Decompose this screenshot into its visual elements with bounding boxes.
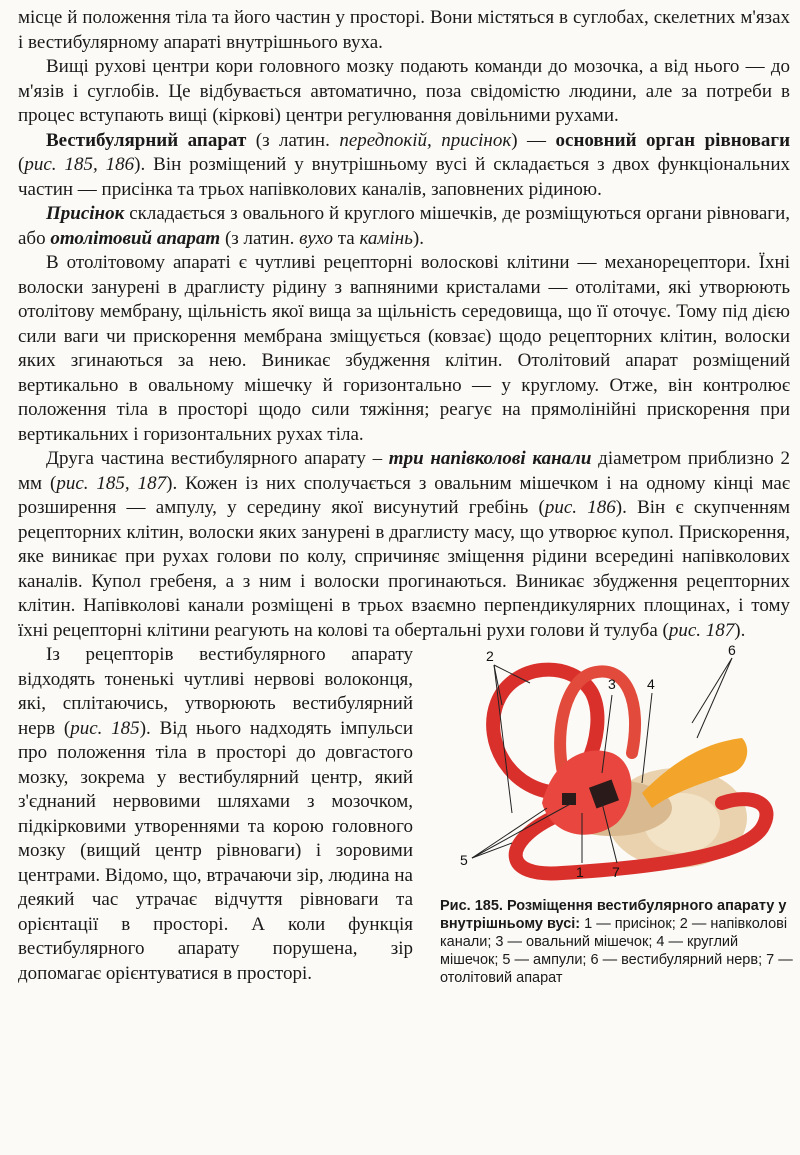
label-2: 2 xyxy=(486,648,494,664)
caption-title: Рис. 185. Розміщення вестибулярного апарату у внутрішньому вусі: xyxy=(440,898,787,932)
label-7: 7 xyxy=(612,864,620,880)
term-vestibular-apparatus: Вестибулярний апарат xyxy=(46,129,247,151)
paragraph-otolith: В отолітовому апараті є чутливі рецепторні волоскові клітини — механорецептори. Їхні волоски занурені в драглисту рідину з вапняними кристалами — отолітами, які утворюють отолітову мембрану, щільність якої вища за щільність середовища, що її оточує. Тому під дією сили ваги чи прискорення мембрана зміщується (ковзає) щодо рецепторних клітин, волоски яких згинаються за нею. Виникає збудження клітин. Отолітовий апарат розміщений вертикально в овальному мішечку й горизонтально — у круглому. Отже, він контролює положення тіла в просторі щодо сили тяжіння; реагує на прямолінійні прискорення при вертикальних і горизонтальних рухах тіла. xyxy=(18,252,790,445)
label-5: 5 xyxy=(460,852,468,868)
inner-ear-illustration xyxy=(442,643,782,883)
paragraph-vestibular-nerve: Із рецепторів вестибулярного апарату відходять тоненькі чутливі нервові волоконця, які, сплітаючись, утворюють вестибулярний нерв (рис. 185). Від нього надходять імпульси про положення тіла в просторі до довгастого мозку, зокрема у вестибулярний центр, який з'єднаний нервовими шляхами з мозочком, підкірковими утвореннями та корою головного мозку (вищий центр рівноваги) і зоровими центрами. Відомо, що, втрачаючи зір, людина на деякий час утрачає відчуття рівноваги та орієнтації в просторі. А коли функція вестибулярного апарату порушена, зір допомагає орієнтуватися в просторі. xyxy=(18,644,413,984)
caption-body: 1 — присінок; 2 — напівколові канали; 3 — овальний мішечок; 4 — круглий мішечок; 5 — ампули; 6 — вестибулярний нерв; 7 — отолітовий апарат xyxy=(440,916,793,986)
figure-185 xyxy=(438,643,800,987)
paragraph-semicircular-canals: Друга частина вестибулярного апарату – три напівколові канали діаметром приблизно 2 мм (рис. 185, 187). Кожен із них сполучається з овальним мішечком і на одному кінці має розширення — ампулу, у середину якої висунутий гребінь (рис. 186). Він є скупченням рецепторних клітин, волоски яких занурені в драглисту масу, що утворює купол. Прискорення, яке виникає при рухах голови по колу, спричиняє зміщення рідини всередині напівколових каналів. Купол гребеня, а з ним і волоски прогинаються. Виникає збудження рецепторних клітин. Напівколові канали розміщені в трьох взаємно перпендикулярних площинах, і тому їхні рецепторні клітини реагують на колові та обертальні рухи голови й тулуба (рис. 187). xyxy=(18,448,791,641)
term-otolith-apparatus: отолітовий апарат xyxy=(50,227,221,249)
label-4: 4 xyxy=(647,676,655,692)
paragraph-vestibular-apparatus: Вестибулярний апарат (з латин. передпокій, присінок) — основний орган рівноваги (рис. 185, 186). Він розміщений у внутрішньому вусі й складається з двох функціональних частин — присінка та трьох напівколових каналів, заповнених рідиною. xyxy=(18,129,791,200)
term-vestibule: Присінок xyxy=(46,203,125,224)
page xyxy=(18,0,793,986)
paragraph-motor-centers: Вищі рухові центри кори головного мозку подають команди до мозочка, а від нього — до м'язів і суглобів. Це відбувається автоматично, поза свідомістю людини, але за потреби в процес вступають вищі (кіркові) центри регулювання довільними рухами. xyxy=(18,56,790,126)
paragraph-intro: місце й положення тіла та його частин у просторі. Вони містяться в суглобах, скелетних м'язах і вестибулярному апараті внутрішнього вуха. xyxy=(18,7,790,53)
label-1: 1 xyxy=(576,864,584,880)
label-6: 6 xyxy=(728,643,736,658)
lower-section xyxy=(18,643,793,986)
term-semicircular-canals: три напівколові канали xyxy=(388,448,592,469)
left-column xyxy=(18,643,413,986)
figure-caption xyxy=(438,897,800,987)
label-3: 3 xyxy=(608,676,616,692)
paragraph-vestibule: Присінок складається з овального й круглого мішечків, де розміщуються органи рівноваги, або отолітовий апарат (з латин. вухо та камінь). xyxy=(18,203,790,249)
